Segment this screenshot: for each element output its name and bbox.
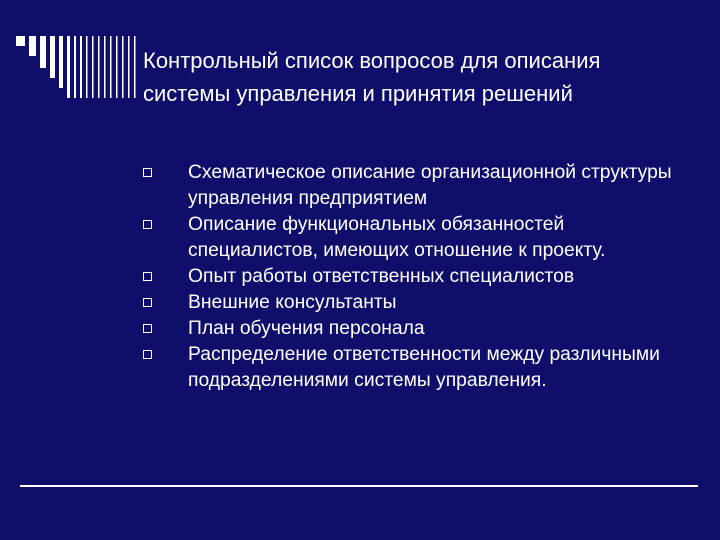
hollow-square-icon: [143, 324, 152, 333]
hollow-square-icon: [143, 350, 152, 359]
deco-bar: [80, 36, 82, 98]
list-item: [143, 342, 693, 394]
hollow-square-icon: [143, 220, 152, 229]
deco-bar: [128, 36, 130, 98]
list-item-text: План обучения персонала: [188, 318, 425, 339]
deco-bar: [98, 36, 100, 98]
deco-bar: [134, 36, 136, 98]
bullet-list: [143, 160, 693, 394]
deco-bar: [92, 36, 94, 98]
decorative-bars: [16, 36, 141, 98]
deco-bar: [29, 36, 36, 56]
list-item: [143, 316, 693, 342]
deco-bar: [16, 36, 25, 46]
list-item: [143, 290, 693, 316]
deco-bar: [74, 36, 76, 98]
deco-bar: [122, 36, 124, 98]
list-item: [143, 264, 693, 290]
hollow-square-icon: [143, 272, 152, 281]
slide-title: Контрольный список вопросов для описания системы управления и принятия решений: [143, 48, 601, 106]
deco-bar: [104, 36, 106, 98]
list-item-text: Описание функциональных обязанностей специалистов, имеющих отношение к проекту.: [188, 214, 606, 261]
hollow-square-icon: [143, 168, 152, 177]
deco-bar: [50, 36, 55, 78]
deco-bar: [59, 36, 63, 88]
list-item-text: Опыт работы ответственных специалистов: [188, 266, 575, 287]
deco-bar: [116, 36, 118, 98]
list-item: [143, 212, 693, 264]
deco-bar: [40, 36, 46, 68]
hollow-square-icon: [143, 298, 152, 307]
list-item-text: Схематическое описание организационной структуры управления предприятием: [188, 162, 672, 209]
bottom-divider: [20, 485, 698, 487]
deco-bar: [67, 36, 70, 98]
deco-bar: [86, 36, 88, 98]
list-item-text: Внешние консультанты: [188, 292, 397, 313]
list-item-text: Распределение ответственности между различными подразделениями системы управления.: [188, 344, 660, 391]
deco-bar: [110, 36, 112, 98]
list-item: [143, 160, 693, 212]
